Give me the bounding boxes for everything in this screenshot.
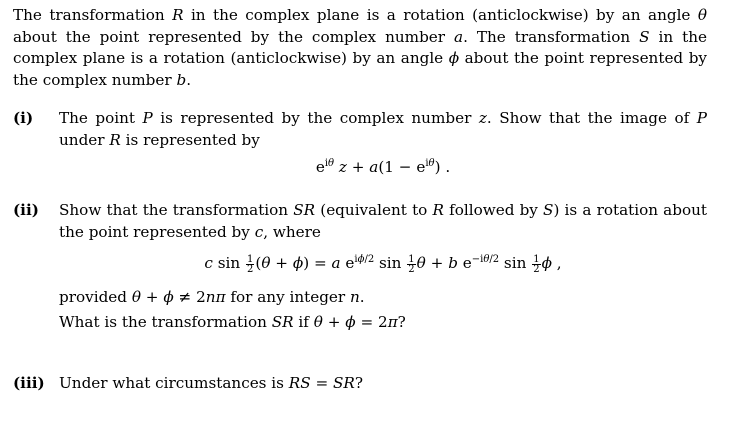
part-i-equation: $e^{i\theta}$ $z + a(1 - e^{i\theta})$ . [315, 158, 451, 176]
part-ii-question: What is the transformation SR if θ + ϕ = 2π? [59, 313, 406, 331]
part-i-text: The point P is represented by the complex number z. Show that the image of P under R is represented by [59, 109, 708, 149]
part-iii-label: (iii) [13, 374, 45, 392]
part-ii-equation: c sin $\frac{1}{2}$ (θ + ϕ) = a $e^{i\phi/2}$ sin $\frac{1}{2}$ θ + b $e^{-i\theta/2}$ sin $\frac{1}{2}$ ϕ , [204, 254, 562, 275]
part-i-label: (i) [13, 109, 34, 127]
part-ii-label: (ii) [13, 201, 39, 219]
part-iii-text: Under what circumstances is RS = SR? [59, 374, 364, 392]
part-ii-condition: provided θ + ϕ ≠ 2nπ for any integer n. [59, 287, 365, 306]
part-ii-text: Show that the transformation SR (equivalent to R followed by S) is a rotation about the point represented by c, where [59, 201, 707, 241]
intro-text: The transformation R in the complex plane is a rotation (anticlockwise) by an angle θ about the point represented by the complex number a. The transformation S in the complex plane is a rotation (anticlockwise) by an angle ϕ about the point represented by the complex number b. [13, 6, 707, 89]
part-iii [13, 373, 707, 395]
part-i [13, 108, 707, 187]
intro-paragraph [13, 5, 707, 91]
part-ii [13, 200, 707, 334]
